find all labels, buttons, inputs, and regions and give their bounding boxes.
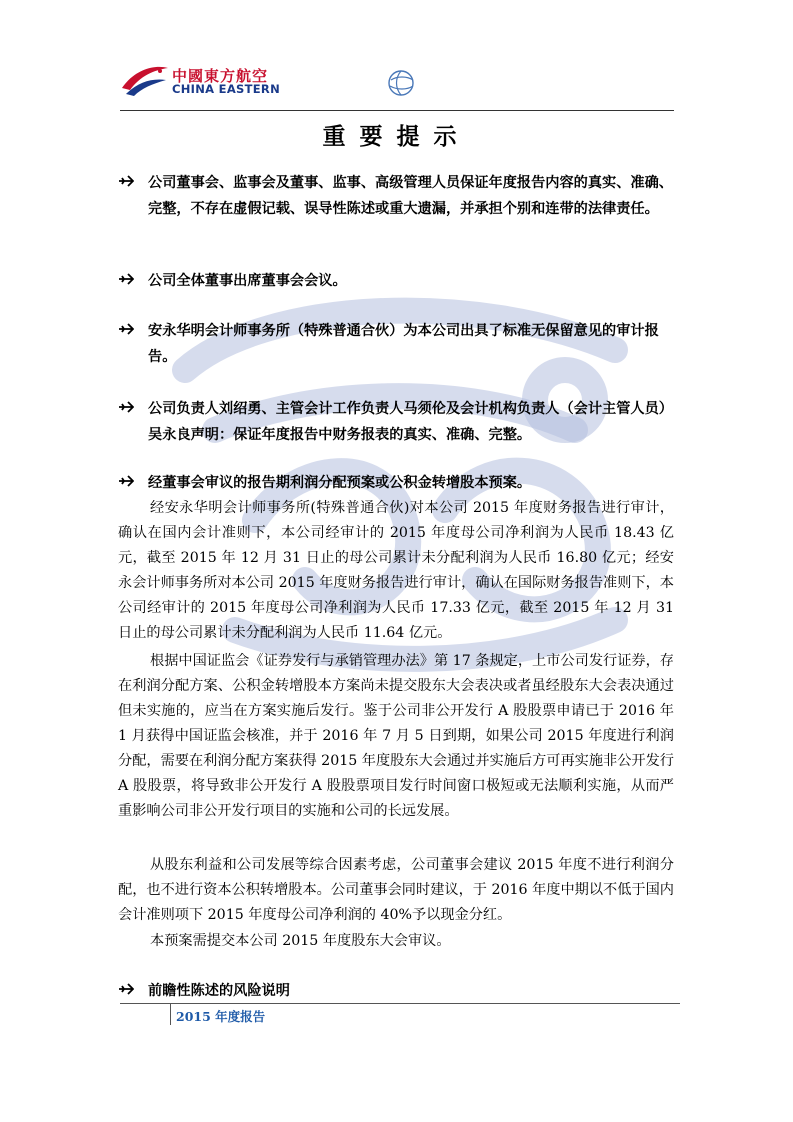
swallow-logo-icon bbox=[120, 62, 170, 100]
airplane-bullet-icon bbox=[118, 981, 134, 997]
notice-item-text: 公司负责人刘绍勇、主管会计工作负责人马须伦及会计机构负责人（会计主管人员）吴永良声明：保证年度报告中财务报表的真实、准确、完整。 bbox=[148, 401, 673, 443]
airplane-bullet-icon bbox=[118, 321, 134, 337]
notice-item-text: 公司全体董事出席董事会会议。 bbox=[148, 273, 347, 289]
body-paragraph: 经安永华明会计师事务所(特殊普通合伙)对本公司 2015 年度财务报告进行审计，确认在国内会计准则下，本公司经审计的 2015 年度母公司净利润为人民币 18.43 亿元，截至 2015 年 12 月 31 日止的母公司累计未分配利润为人民币 16.80 亿元；经安永会计师事务所对本公司 2015 年度财务报告进行审计，确认在国际财务报告准则下，本公司经审计的 2015 年度母公司净利润为人民币 17.33 亿元，截至 2015 年 12 月 31 日止的母公司累计未分配利润为人民币 11.64 亿元。 bbox=[118, 500, 674, 641]
body-paragraph: 从股东利益和公司发展等综合因素考虑，公司董事会建议 2015 年度不进行利润分配，也不进行资本公积转增股本。公司董事会同时建议，于 2016 年度中期以不低于国内会计准则项下 2015 年度母公司净利润的 40%予以现金分红。 bbox=[118, 857, 674, 923]
notice-item bbox=[118, 978, 678, 1004]
notice-item bbox=[118, 396, 678, 448]
notice-item bbox=[118, 268, 678, 294]
airplane-bullet-icon bbox=[118, 473, 134, 489]
notice-item-text: 前瞻性陈述的风险说明 bbox=[148, 983, 290, 999]
page-title: 重要提示 bbox=[322, 124, 471, 150]
notice-item-text: 安永华明会计师事务所（特殊普通合伙）为本公司出具了标准无保留意见的审计报告。 bbox=[148, 323, 659, 365]
footer-report-label: 2015 年度报告 bbox=[176, 1009, 266, 1024]
footer-separator bbox=[170, 1003, 171, 1025]
logo-english-name: CHINA EASTERN bbox=[172, 82, 280, 96]
airplane-bullet-icon bbox=[118, 271, 134, 287]
body-paragraph: 根据中国证监会《证券发行与承销管理办法》第 17 条规定，上市公司发行证券，存在利润分配方案、公积金转增股本方案尚未提交股东大会表决或者虽经股东大会表决通过但未实施的，应当在方案实施后发行。鉴于公司非公开发行 A 股股票申请已于 2016 年 1 月获得中国证监会核准，并于 2016 年 7 月 5 日到期，如果公司 2015 年度进行利润分配，需要在利润分配方案获得 2015 年度股东大会通过并实施后方可再实施非公开发行 A 股股票，将导致非公开发行 A 股股票项目发行时间窗口极短或无法顺利实施，从而严重影响公司非公开发行项目的实施和公司的长远发展。 bbox=[118, 653, 674, 819]
header-divider bbox=[120, 110, 674, 111]
notice-item-text: 经董事会审议的报告期利润分配预案或公积金转增股本预案。 bbox=[148, 475, 532, 491]
skyteam-globe-icon bbox=[383, 66, 419, 100]
logo-chinese-name: 中國東方航空 bbox=[172, 67, 269, 85]
airplane-bullet-icon bbox=[118, 173, 134, 189]
notice-item bbox=[118, 470, 678, 496]
company-logo bbox=[120, 62, 675, 110]
airplane-bullet-icon bbox=[118, 399, 134, 415]
notice-item bbox=[118, 318, 678, 370]
notice-item bbox=[118, 170, 678, 222]
notice-item-text: 公司董事会、监事会及董事、监事、高级管理人员保证年度报告内容的真实、准确、完整，不存在虚假记载、误导性陈述或重大遗漏，并承担个别和连带的法律责任。 bbox=[148, 175, 673, 217]
footer-divider bbox=[120, 1003, 680, 1004]
body-paragraph: 本预案需提交本公司 2015 年度股东大会审议。 bbox=[150, 933, 451, 949]
